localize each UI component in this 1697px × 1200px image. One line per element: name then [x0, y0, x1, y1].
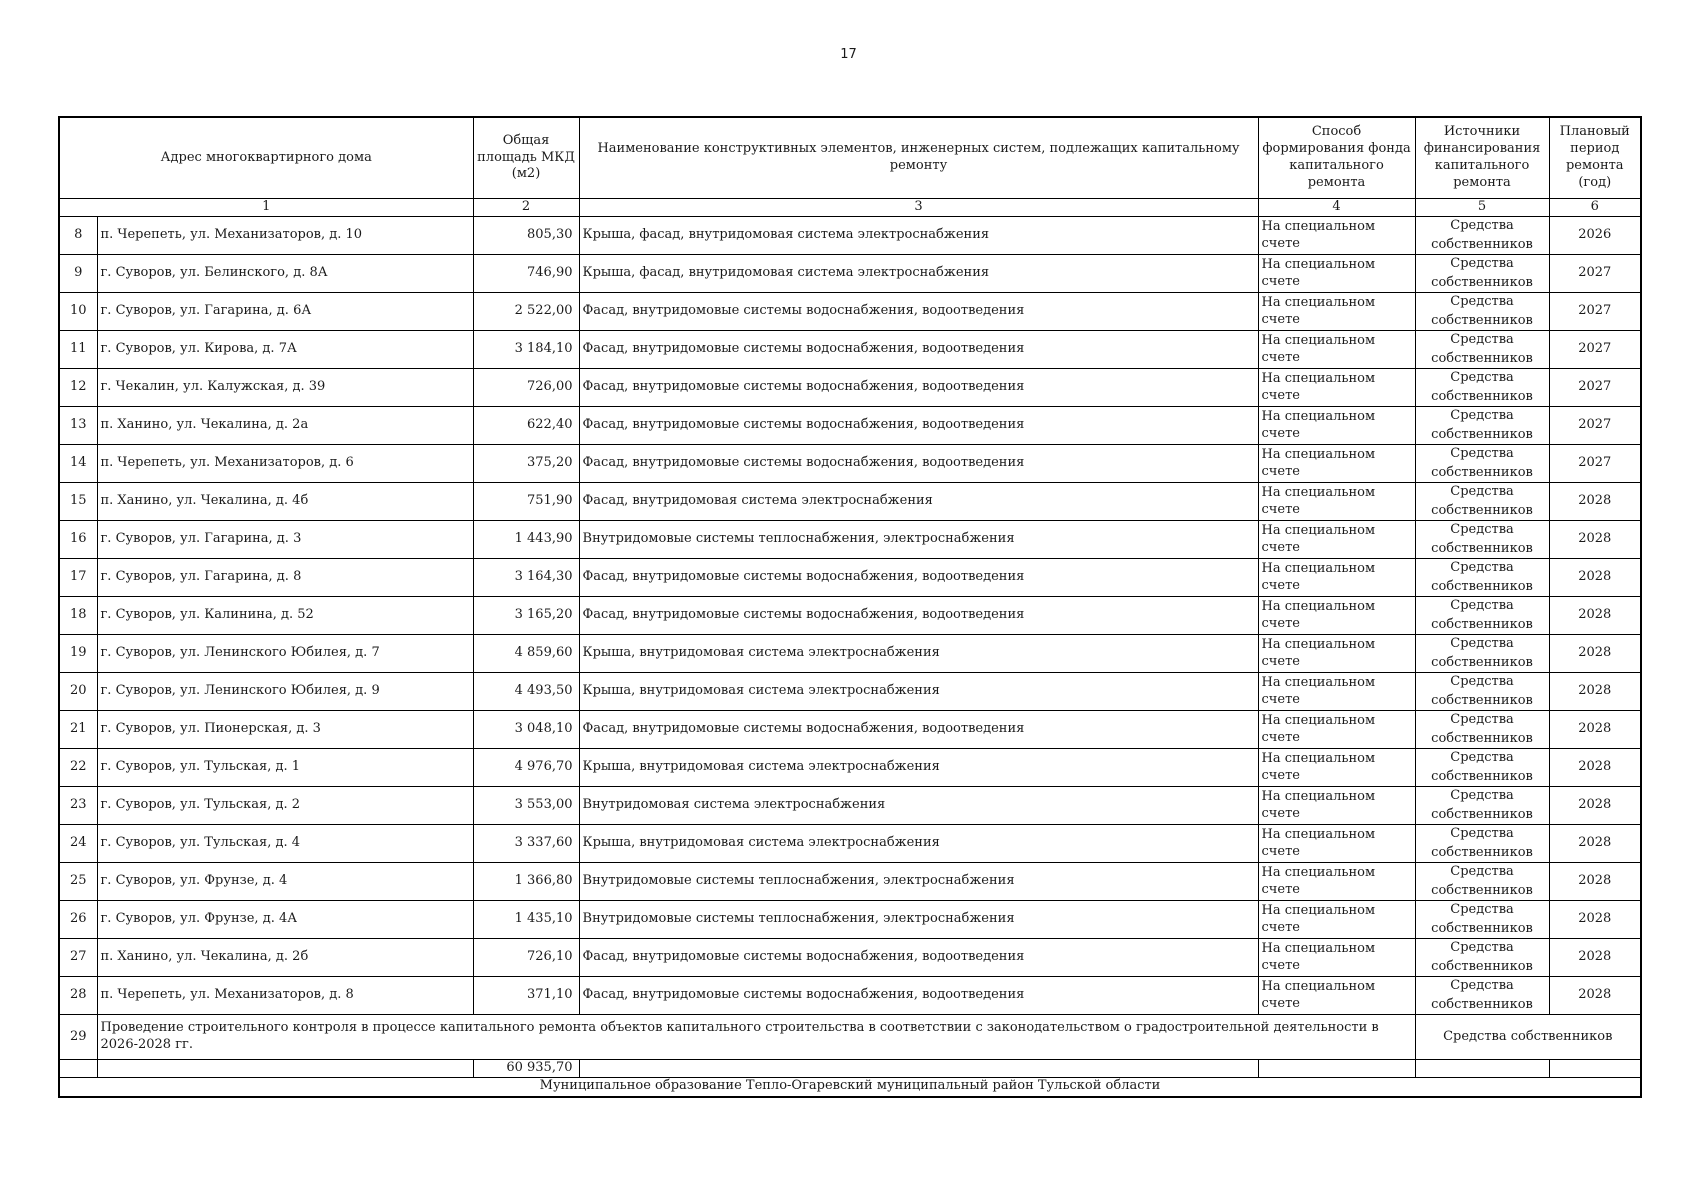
source-cell: Средства собственников [1415, 977, 1549, 1015]
elements-cell: Фасад, внутридомовые системы водоснабжения, водоотведения [579, 977, 1258, 1015]
elements-cell: Фасад, внутридомовые системы водоснабжения, водоотведения [579, 711, 1258, 749]
method-cell: На специальном счете [1258, 939, 1415, 977]
elements-cell: Фасад, внутридомовые системы водоснабжения, водоотведения [579, 293, 1258, 331]
year-cell: 2028 [1549, 977, 1641, 1015]
elements-cell: Фасад, внутридомовые системы водоснабжения, водоотведения [579, 369, 1258, 407]
elements-cell: Внутридомовые системы теплоснабжения, электроснабжения [579, 901, 1258, 939]
row-number: 14 [59, 445, 97, 483]
row-number: 27 [59, 939, 97, 977]
table-row [59, 863, 1641, 901]
source-cell: Средства собственников [1415, 749, 1549, 787]
elements-cell: Крыша, внутридомовая система электроснабжения [579, 635, 1258, 673]
row-number: 21 [59, 711, 97, 749]
area-cell: 3 337,60 [473, 825, 579, 863]
area-cell: 3 165,20 [473, 597, 579, 635]
address-cell: г. Суворов, ул. Тульская, д. 1 [97, 749, 473, 787]
table-row [59, 255, 1641, 293]
year-cell: 2028 [1549, 787, 1641, 825]
table-row [59, 901, 1641, 939]
construction-control-source: Средства собственников [1415, 1015, 1641, 1060]
year-cell: 2028 [1549, 597, 1641, 635]
table-row [59, 825, 1641, 863]
page-number: 17 [840, 47, 857, 62]
method-cell: На специальном счете [1258, 597, 1415, 635]
area-cell: 1 366,80 [473, 863, 579, 901]
source-cell: Средства собственников [1415, 901, 1549, 939]
year-cell: 2028 [1549, 749, 1641, 787]
method-cell: На специальном счете [1258, 293, 1415, 331]
method-cell: На специальном счете [1258, 445, 1415, 483]
area-cell: 4 493,50 [473, 673, 579, 711]
address-cell: г. Чекалин, ул. Калужская, д. 39 [97, 369, 473, 407]
source-cell: Средства собственников [1415, 331, 1549, 369]
source-cell: Средства собственников [1415, 559, 1549, 597]
source-cell: Средства собственников [1415, 369, 1549, 407]
elements-cell: Внутридомовая система электроснабжения [579, 787, 1258, 825]
area-cell: 751,90 [473, 483, 579, 521]
table-row [59, 407, 1641, 445]
total-row [59, 1060, 1641, 1078]
table-row [59, 711, 1641, 749]
elements-cell: Крыша, фасад, внутридомовая система электроснабжения [579, 255, 1258, 293]
address-cell: г. Суворов, ул. Ленинского Юбилея, д. 9 [97, 673, 473, 711]
source-cell: Средства собственников [1415, 483, 1549, 521]
table-row [59, 521, 1641, 559]
year-cell: 2028 [1549, 711, 1641, 749]
source-cell: Средства собственников [1415, 787, 1549, 825]
address-cell: п. Черепеть, ул. Механизаторов, д. 10 [97, 217, 473, 255]
row-number: 19 [59, 635, 97, 673]
year-cell: 2027 [1549, 369, 1641, 407]
source-cell: Средства собственников [1415, 445, 1549, 483]
year-cell: 2028 [1549, 483, 1641, 521]
source-cell: Средства собственников [1415, 521, 1549, 559]
table-row [59, 483, 1641, 521]
elements-cell: Внутридомовые системы теплоснабжения, электроснабжения [579, 521, 1258, 559]
year-cell: 2027 [1549, 445, 1641, 483]
area-cell: 4 976,70 [473, 749, 579, 787]
elements-cell: Фасад, внутридомовые системы водоснабжения, водоотведения [579, 559, 1258, 597]
header-area: Общая площадь МКД (м2) [473, 117, 579, 199]
header-period: Плановый период ремонта (год) [1549, 117, 1641, 199]
area-cell: 726,00 [473, 369, 579, 407]
source-cell: Средства собственников [1415, 635, 1549, 673]
address-cell: г. Суворов, ул. Гагарина, д. 8 [97, 559, 473, 597]
table-row [59, 559, 1641, 597]
source-cell: Средства собственников [1415, 597, 1549, 635]
row-number: 9 [59, 255, 97, 293]
header-method: Способ формирования фонда капитального ремонта [1258, 117, 1415, 199]
table-row [59, 445, 1641, 483]
elements-cell: Фасад, внутридомовые системы водоснабжения, водоотведения [579, 597, 1258, 635]
address-cell: п. Ханино, ул. Чекалина, д. 2б [97, 939, 473, 977]
source-cell: Средства собственников [1415, 863, 1549, 901]
address-cell: г. Суворов, ул. Гагарина, д. 3 [97, 521, 473, 559]
construction-control-row [59, 1015, 1641, 1060]
table-row [59, 293, 1641, 331]
address-cell: г. Суворов, ул. Пионерская, д. 3 [97, 711, 473, 749]
municipality-name: Муниципальное образование Тепло-Огаревский муниципальный район Тульской области [59, 1077, 1641, 1097]
row-number: 16 [59, 521, 97, 559]
method-cell: На специальном счете [1258, 217, 1415, 255]
total-empty-cell [579, 1060, 1258, 1078]
table-row [59, 749, 1641, 787]
year-cell: 2026 [1549, 217, 1641, 255]
area-cell: 726,10 [473, 939, 579, 977]
row-number: 13 [59, 407, 97, 445]
source-cell: Средства собственников [1415, 293, 1549, 331]
row-number: 20 [59, 673, 97, 711]
column-number: 3 [579, 199, 1258, 217]
area-cell: 1 443,90 [473, 521, 579, 559]
method-cell: На специальном счете [1258, 255, 1415, 293]
table-row [59, 331, 1641, 369]
elements-cell: Фасад, внутридомовая система электроснабжения [579, 483, 1258, 521]
address-cell: г. Суворов, ул. Калинина, д. 52 [97, 597, 473, 635]
method-cell: На специальном счете [1258, 635, 1415, 673]
elements-cell: Крыша, внутридомовая система электроснабжения [579, 825, 1258, 863]
row-number: 25 [59, 863, 97, 901]
method-cell: На специальном счете [1258, 331, 1415, 369]
year-cell: 2028 [1549, 901, 1641, 939]
row-number: 26 [59, 901, 97, 939]
table-row [59, 939, 1641, 977]
method-cell: На специальном счете [1258, 407, 1415, 445]
header-address: Адрес многоквартирного дома [59, 117, 473, 199]
elements-cell: Крыша, фасад, внутридомовая система электроснабжения [579, 217, 1258, 255]
elements-cell: Крыша, внутридомовая система электроснабжения [579, 673, 1258, 711]
row-number: 17 [59, 559, 97, 597]
method-cell: На специальном счете [1258, 863, 1415, 901]
method-cell: На специальном счете [1258, 483, 1415, 521]
elements-cell: Внутридомовые системы теплоснабжения, электроснабжения [579, 863, 1258, 901]
address-cell: п. Ханино, ул. Чекалина, д. 2а [97, 407, 473, 445]
address-cell: г. Суворов, ул. Кирова, д. 7А [97, 331, 473, 369]
year-cell: 2028 [1549, 521, 1641, 559]
table-row [59, 977, 1641, 1015]
year-cell: 2027 [1549, 331, 1641, 369]
method-cell: На специальном счете [1258, 521, 1415, 559]
area-cell: 1 435,10 [473, 901, 579, 939]
municipality-row [59, 1077, 1641, 1097]
header-row [59, 117, 1641, 199]
row-number: 12 [59, 369, 97, 407]
table-row [59, 635, 1641, 673]
table-row [59, 787, 1641, 825]
elements-cell: Фасад, внутридомовые системы водоснабжения, водоотведения [579, 407, 1258, 445]
row-number: 18 [59, 597, 97, 635]
method-cell: На специальном счете [1258, 749, 1415, 787]
row-number: 10 [59, 293, 97, 331]
column-number-row [59, 199, 1641, 217]
source-cell: Средства собственников [1415, 673, 1549, 711]
header-source: Источники финансирования капитального ремонта [1415, 117, 1549, 199]
area-cell: 2 522,00 [473, 293, 579, 331]
area-cell: 3 184,10 [473, 331, 579, 369]
address-cell: г. Суворов, ул. Гагарина, д. 6А [97, 293, 473, 331]
method-cell: На специальном счете [1258, 559, 1415, 597]
year-cell: 2027 [1549, 255, 1641, 293]
elements-cell: Фасад, внутридомовые системы водоснабжения, водоотведения [579, 939, 1258, 977]
total-empty-cell [1415, 1060, 1549, 1078]
address-cell: г. Суворов, ул. Фрунзе, д. 4 [97, 863, 473, 901]
address-cell: г. Суворов, ул. Фрунзе, д. 4А [97, 901, 473, 939]
row-number: 22 [59, 749, 97, 787]
capital-repair-table [58, 116, 1642, 1098]
total-empty-cell [1258, 1060, 1415, 1078]
area-cell: 622,40 [473, 407, 579, 445]
source-cell: Средства собственников [1415, 255, 1549, 293]
table-body [59, 217, 1641, 1015]
elements-cell: Фасад, внутридомовые системы водоснабжения, водоотведения [579, 331, 1258, 369]
table-row [59, 217, 1641, 255]
address-cell: п. Черепеть, ул. Механизаторов, д. 6 [97, 445, 473, 483]
source-cell: Средства собственников [1415, 939, 1549, 977]
area-cell: 746,90 [473, 255, 579, 293]
year-cell: 2028 [1549, 673, 1641, 711]
total-empty-cell [1549, 1060, 1641, 1078]
source-cell: Средства собственников [1415, 825, 1549, 863]
area-cell: 3 553,00 [473, 787, 579, 825]
row-number: 24 [59, 825, 97, 863]
address-cell: г. Суворов, ул. Тульская, д. 4 [97, 825, 473, 863]
row-number: 23 [59, 787, 97, 825]
year-cell: 2028 [1549, 939, 1641, 977]
row-number: 8 [59, 217, 97, 255]
total-empty-cell [97, 1060, 473, 1078]
address-cell: г. Суворов, ул. Белинского, д. 8А [97, 255, 473, 293]
column-number: 4 [1258, 199, 1415, 217]
source-cell: Средства собственников [1415, 217, 1549, 255]
year-cell: 2028 [1549, 635, 1641, 673]
column-number: 6 [1549, 199, 1641, 217]
year-cell: 2027 [1549, 407, 1641, 445]
method-cell: На специальном счете [1258, 711, 1415, 749]
method-cell: На специальном счете [1258, 825, 1415, 863]
row-number: 11 [59, 331, 97, 369]
method-cell: На специальном счете [1258, 787, 1415, 825]
year-cell: 2028 [1549, 559, 1641, 597]
area-cell: 371,10 [473, 977, 579, 1015]
address-cell: г. Суворов, ул. Ленинского Юбилея, д. 7 [97, 635, 473, 673]
elements-cell: Фасад, внутридомовые системы водоснабжения, водоотведения [579, 445, 1258, 483]
method-cell: На специальном счете [1258, 977, 1415, 1015]
elements-cell: Крыша, внутридомовая система электроснабжения [579, 749, 1258, 787]
table-row [59, 369, 1641, 407]
area-cell: 3 164,30 [473, 559, 579, 597]
row-number: 15 [59, 483, 97, 521]
method-cell: На специальном счете [1258, 673, 1415, 711]
construction-control-text: Проведение строительного контроля в процессе капитального ремонта объектов капитального строительства в соответствии с законодательством о градостроительной деятельности в 2026-2028 гг. [97, 1015, 1415, 1060]
header-elements: Наименование конструктивных элементов, инженерных систем, подлежащих капитальному ремонту [579, 117, 1258, 199]
area-cell: 3 048,10 [473, 711, 579, 749]
column-number: 1 [59, 199, 473, 217]
table-row [59, 597, 1641, 635]
address-cell: п. Ханино, ул. Чекалина, д. 4б [97, 483, 473, 521]
column-number: 5 [1415, 199, 1549, 217]
year-cell: 2028 [1549, 825, 1641, 863]
method-cell: На специальном счете [1258, 901, 1415, 939]
area-cell: 375,20 [473, 445, 579, 483]
source-cell: Средства собственников [1415, 407, 1549, 445]
source-cell: Средства собственников [1415, 711, 1549, 749]
address-cell: п. Черепеть, ул. Механизаторов, д. 8 [97, 977, 473, 1015]
table-row [59, 673, 1641, 711]
address-cell: г. Суворов, ул. Тульская, д. 2 [97, 787, 473, 825]
row-number: 29 [59, 1015, 97, 1060]
method-cell: На специальном счете [1258, 369, 1415, 407]
year-cell: 2028 [1549, 863, 1641, 901]
area-cell: 805,30 [473, 217, 579, 255]
total-area: 60 935,70 [473, 1060, 579, 1078]
column-number: 2 [473, 199, 579, 217]
area-cell: 4 859,60 [473, 635, 579, 673]
total-empty-cell [59, 1060, 97, 1078]
year-cell: 2027 [1549, 293, 1641, 331]
row-number: 28 [59, 977, 97, 1015]
